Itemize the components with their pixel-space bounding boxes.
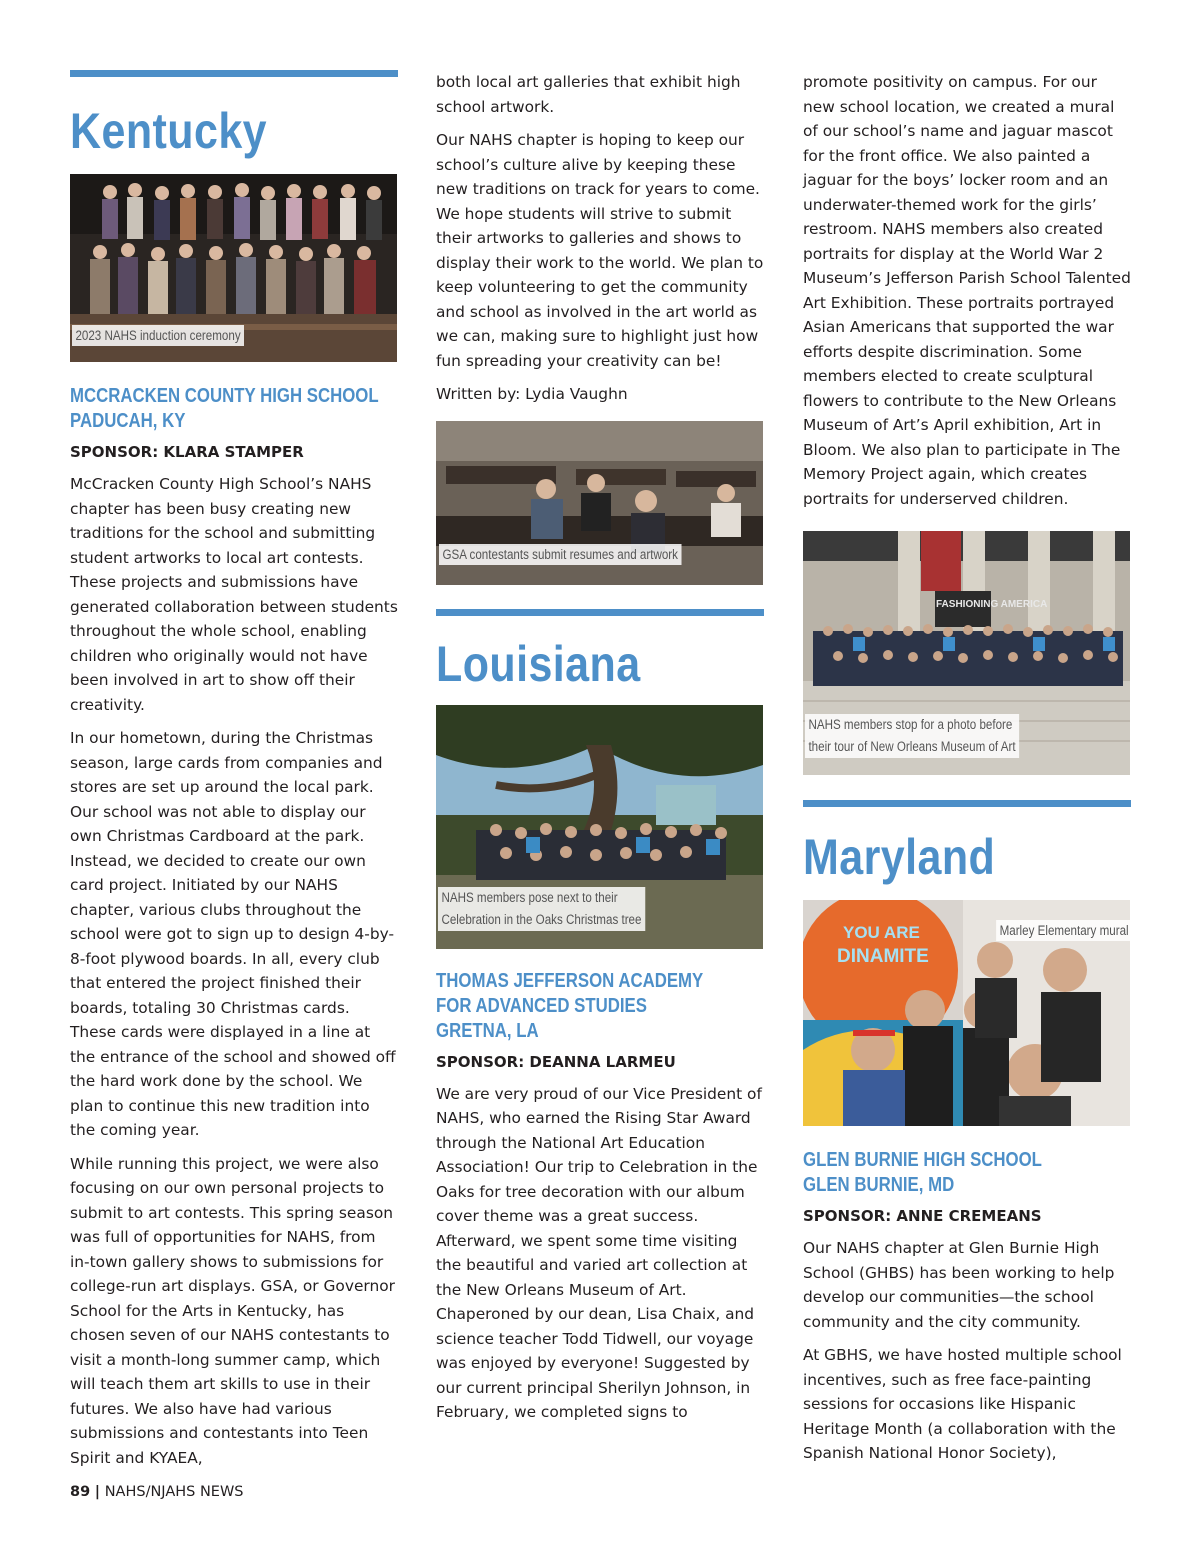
body-paragraph: At GBHS, we have hosted multiple school incentives, such as free face-painting sessions for occasions like Hispanic Heritage Month (a collaboration with the Spanish National Honor Society),	[803, 1346, 1122, 1462]
new-orleans-museum-photo	[803, 531, 1130, 775]
caption-line: NAHS members stop for a photo before	[808, 717, 1013, 732]
caption-line: NAHS members pose next to their	[441, 889, 618, 905]
body-paragraph: promote positivity on campus. For our new school location, we created a mural of our school’s name and jaguar mascot for the front office. We also painted a jaguar for the boys’ locker room and an underwater-themed work for the girls’ restroom. NAHS members also created portraits for display at the World War 2 Museum’s Jefferson Parish School Talented Art Exhibition. These portraits portrayed Asian Americans that supported the war efforts despite discrimination. Some members elected to create sculptural flowers to contribute to the New Orleans Museum of Art’s April exhibition, Art in Bloom. We also plan to participate in The Memory Project again, which creates portraits for underserved children.	[803, 73, 1131, 508]
state-heading-maryland: Maryland	[803, 829, 996, 885]
body-paragraph: While running this project, we were also focusing on our own personal projects to submit to art contests. This spring season was full of opportunities for NAHS, from in-town gallery shows to submissions for college-run art displays. GSA, or Governor School for the Arts in Kentucky, has chosen seven of our NAHS contestants to visit a month-long summer camp, which will teach them art skills to use in their futures. We also have had various submissions and contestants into Teen Spirit and KYAEA,	[70, 1154, 395, 1467]
school-name: THOMAS JEFFERSON ACADEMY	[436, 969, 704, 992]
mural-text-line2: DINAMITE	[837, 946, 929, 967]
school-name-continued: FOR ADVANCED STUDIES	[436, 994, 647, 1017]
footer-separator: |	[94, 1484, 101, 1500]
page-footer	[70, 1484, 244, 1500]
mural-text-line1: YOU ARE	[843, 923, 920, 942]
column-3	[803, 70, 1131, 1475]
school-heading-thomas-jefferson	[436, 969, 764, 1044]
school-location: PADUCAH, KY	[70, 410, 186, 432]
caption-line: their tour of New Orleans Museum of Art	[808, 739, 1016, 754]
sponsor-line: SPONSOR: ANNE CREMEANS	[803, 1207, 1042, 1225]
body-paragraph: In our hometown, during the Christmas season, large cards from companies and stores are set up around the local park. Our school was not able to display our own Christmas Cardboard at the park. Instead, we decided to create our own card project. Initiated by our NAHS chapter, various clubs throughout the school were got to sign up to design 4-by-8-foot plywood boards. In all, every club that entered the project finished their boards, totaling 30 Christmas cards. These cards were displayed in a line at the entrance of the school and showed off the hard work done by the school. We plan to continue this new tradition into the coming year.	[70, 729, 396, 1139]
author-credit: Written by: Lydia Vaughn	[436, 385, 628, 403]
body-paragraph: McCracken County High School’s NAHS chapter has been busy creating new traditions for the school and submitting student artworks to local art contests. These projects and submissions have generated collaboration between students throughout the whole school, enabling children who originally would not have been involved in art to show off their creativity.	[70, 475, 398, 714]
photo-caption: 2023 NAHS induction ceremony	[72, 325, 244, 346]
section-rule	[803, 800, 1131, 807]
museum-sign-text: FASHIONING AMERICA	[936, 599, 1048, 610]
photo-caption	[805, 714, 1019, 758]
school-location: GLEN BURNIE, MD	[803, 1174, 955, 1196]
sponsor-line: SPONSOR: KLARA STAMPER	[70, 443, 304, 461]
section-rule	[436, 609, 764, 616]
school-name: MCCRACKEN COUNTY HIGH SCHOOL	[70, 385, 379, 407]
photo-caption: Marley Elementary mural	[996, 920, 1130, 941]
kentucky-induction-photo	[70, 174, 397, 362]
body-paragraph: Our NAHS chapter is hoping to keep our school’s culture alive by keeping these new traditions on track for years to come. We hope students will strive to submit their artworks to galleries and shows to display their work to the world. We plan to keep volunteering to get the community and school as involved in the art world as we can, making sure to highlight just how fun spreading your creativity can be!	[436, 131, 764, 370]
school-heading-glen-burnie	[803, 1148, 1131, 1198]
photo-caption	[438, 887, 645, 931]
body-paragraph: Our NAHS chapter at Glen Burnie High School (GHBS) has been working to help develop our communities—the school community and the city community.	[803, 1239, 1115, 1331]
publication-name: NAHS/NJAHS NEWS	[104, 1484, 244, 1500]
photo-caption: GSA contestants submit resumes and artwork	[439, 544, 681, 565]
section-rule	[70, 70, 398, 77]
body-paragraph: both local art galleries that exhibit high school artwork.	[436, 73, 741, 116]
sponsor-line: SPONSOR: DEANNA LARMEU	[436, 1052, 676, 1071]
gsa-contestants-photo	[436, 421, 763, 585]
page-number: 89	[70, 1484, 91, 1500]
column-2	[436, 70, 764, 1434]
caption-line: Celebration in the Oaks Christmas tree	[441, 911, 642, 927]
state-heading-kentucky: Kentucky	[70, 103, 268, 159]
louisiana-oaks-photo	[436, 705, 763, 949]
state-heading-louisiana: Louisiana	[436, 635, 641, 692]
column-1	[70, 70, 398, 1479]
school-heading-mccracken	[70, 384, 398, 434]
school-name: GLEN BURNIE HIGH SCHOOL	[803, 1149, 1042, 1171]
maryland-mural-photo	[803, 900, 1130, 1126]
body-paragraph: We are very proud of our Vice President of NAHS, who earned the Rising Star Award through the National Art Education Association! Our trip to Celebration in the Oaks for tree decoration with our album cover theme was a great success. Afterward, we spent some time visiting the beautiful and varied art collection at the New Orleans Museum of Art. Chaperoned by our dean, Lisa Chaix, and science teacher Todd Tidwell, our voyage was enjoyed by everyone! Suggested by our current principal Sherilyn Johnson, in February, we completed signs to	[436, 1084, 762, 1421]
school-location: GRETNA, LA	[436, 1019, 539, 1042]
